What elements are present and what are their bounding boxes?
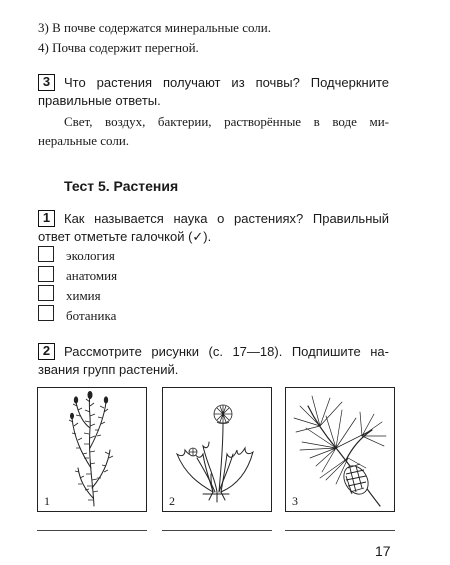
pine-branch-cone-icon [286,388,394,511]
task3-answer-line1[interactable]: Свет, воздух, бактерии, растворённые в воде ми- [64,114,389,129]
prev-option-4: 4) Почва содержит перегной. [38,40,199,55]
checkbox-anatomy[interactable] [38,266,54,282]
picture-2-number: 2 [169,494,175,508]
option-botany: ботаника [66,308,117,323]
prev-option-3: 3) В почве содержатся минеральные соли. [38,20,271,35]
answer-line-3[interactable] [285,530,395,531]
task3-number-box: 3 [38,74,55,91]
picture-3-number: 3 [292,494,298,508]
option-ecology: экология [66,248,115,263]
dandelion-icon [163,388,271,511]
checkbox-botany[interactable] [38,305,54,321]
option-anatomy: анатомия [66,268,118,283]
q1-number-box: 1 [38,210,55,227]
checkbox-ecology[interactable] [38,246,54,262]
option-chemistry: химия [66,288,101,303]
task3-question-line1: Что растения получают из почвы? Подчеркните [64,75,389,90]
picture-1-number: 1 [44,494,50,508]
picture-2 [162,387,272,512]
picture-1 [37,387,147,512]
task3-answer-line2[interactable]: неральные соли. [38,133,130,148]
q1-question-line1: Как называется наука о растениях? Правильный [64,211,389,226]
answer-line-1[interactable] [37,530,147,531]
task3-question-line2: правильные ответы. [38,93,161,108]
moss-plant-icon [38,388,146,511]
test-title: Тест 5. Растения [64,178,179,194]
checkbox-chemistry[interactable] [38,285,54,301]
q2-question-line1: Рассмотрите рисунки (с. 17—18). Подпишите на- [64,344,389,359]
q1-question-line2: ответ отметьте галочкой (✓). [38,229,212,244]
q2-question-line2: звания групп растений. [38,362,179,377]
picture-3 [285,387,395,512]
answer-line-2[interactable] [162,530,272,531]
q2-number-box: 2 [38,343,55,360]
page-number: 17 [375,543,391,559]
